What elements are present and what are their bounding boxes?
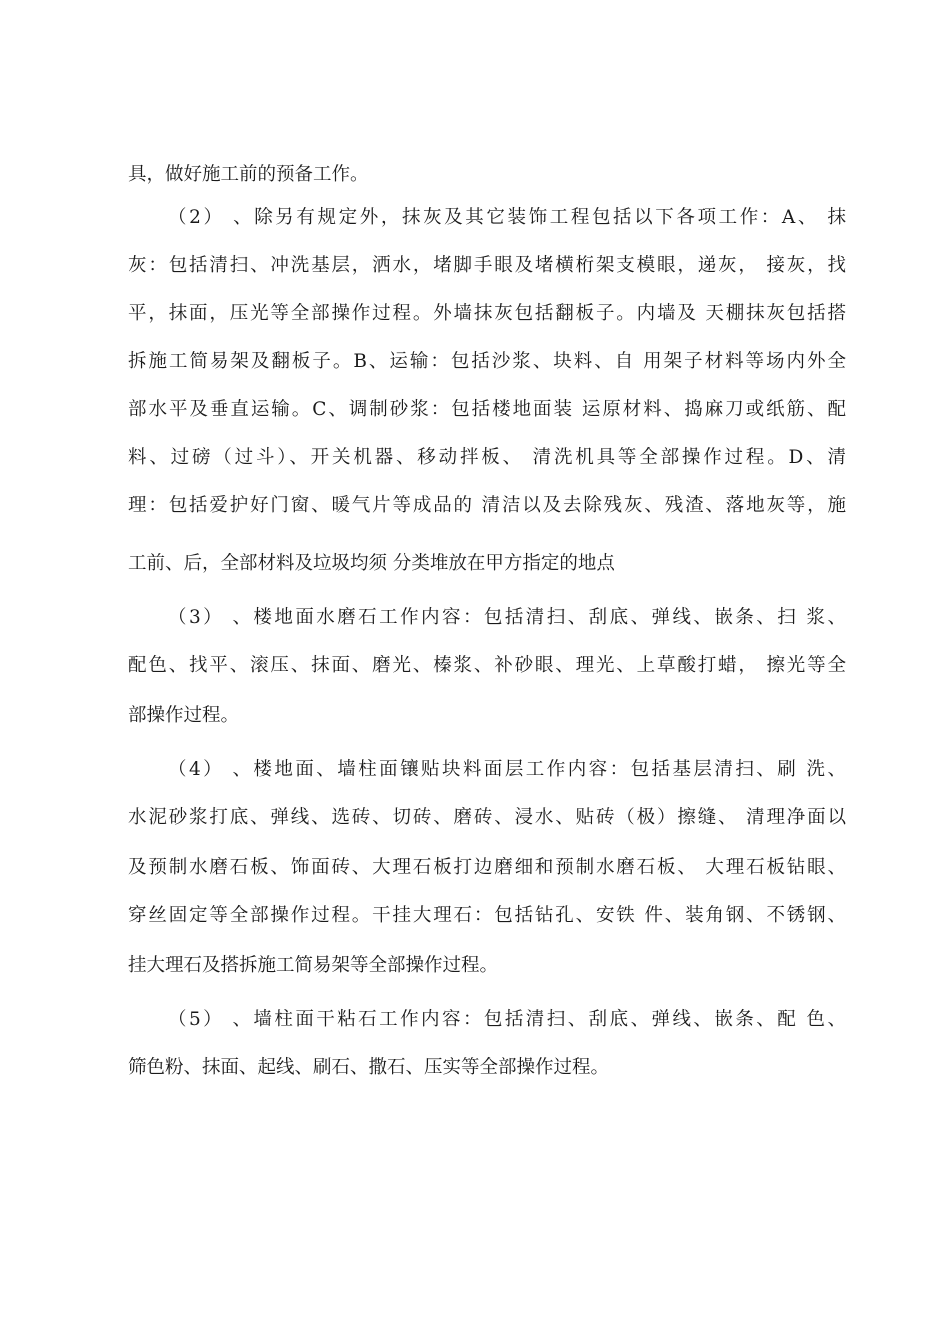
text-line: 部操作过程。: [128, 705, 240, 726]
text-line: 挂大理石及搭拆施工简易架等全部操作过程。: [128, 955, 499, 976]
text-line: 灰：包括清扫、冲洗基层，洒水，堵脚手眼及堵横桁架支模眼，递灰， 接灰，找: [128, 255, 846, 276]
text-line: 筛色粉、抹面、起线、刷石、撒石、压实等全部操作过程。: [128, 1057, 610, 1078]
paragraph-5-first-line: （5） 、墙柱面干粘石工作内容：包括清扫、刮底、弹线、嵌条、配 色、: [168, 1009, 846, 1030]
text-line: 配色、找平、滚压、抹面、磨光、榛浆、补砂眼、理光、上草酸打蜡， 擦光等全: [128, 655, 846, 676]
text-line: 部水平及垂直运输。C、调制砂浆：包括楼地面装 运原材料、捣麻刀或纸筋、配: [128, 399, 846, 420]
text-line: 具，做好施工前的预备工作。: [128, 164, 369, 185]
text-line: 穿丝固定等全部操作过程。干挂大理石：包括钻孔、安铁 件、装角钢、不锈钢、: [128, 905, 846, 926]
text-line: 及预制水磨石板、饰面砖、大理石板打边磨细和预制水磨石板、 大理石板钻眼、: [128, 857, 846, 878]
text-line: 拆施工简易架及翻板子。B、运输：包括沙浆、块料、自 用架子材料等场内外全: [128, 351, 846, 372]
text-line: 平，抹面，压光等全部操作过程。外墙抹灰包括翻板子。内墙及 天棚抹灰包括搭: [128, 303, 846, 324]
paragraph-3-first-line: （3） 、楼地面水磨石工作内容：包括清扫、刮底、弹线、嵌条、扫 浆、: [168, 607, 846, 628]
text-line: 水泥砂浆打底、弹线、选砖、切砖、磨砖、浸水、贴砖（极）擦缝、 清理净面以: [128, 807, 846, 828]
text-line: 料、过磅（过斗）、开关机器、移动拌板、 清洗机具等全部操作过程。D、清: [128, 447, 846, 468]
paragraph-2-first-line: （2） 、除另有规定外，抹灰及其它装饰工程包括以下各项工作：A、 抹: [168, 207, 846, 228]
text-line: 工前、后，全部材料及垃圾均须 分类堆放在甲方指定的地点: [128, 553, 615, 574]
paragraph-4-first-line: （4） 、楼地面、墙柱面镶贴块料面层工作内容：包括基层清扫、刷 洗、: [168, 759, 846, 780]
text-line: 理：包括爱护好门窗、暖气片等成品的 清洁以及去除残灰、残渣、落地灰等，施: [128, 495, 846, 516]
